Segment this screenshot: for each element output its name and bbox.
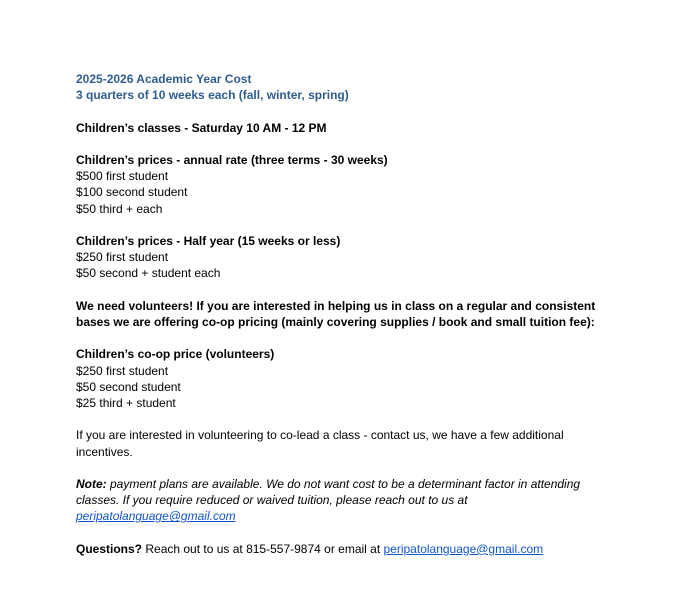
price-item: $25 third + student bbox=[76, 395, 176, 410]
questions-paragraph bbox=[76, 541, 616, 557]
spacer bbox=[76, 282, 616, 298]
price-item: $500 first student bbox=[76, 169, 169, 184]
email-link[interactable]: peripatolanguage@gmail.com bbox=[76, 509, 236, 524]
colead-paragraph: If you are interested in volunteering to co-lead a class - contact us, we have a few additional incentives. bbox=[76, 428, 564, 459]
note-text: payment plans are available. We do not want cost to be a determinant factor in attending classes. If you require reduced or waived tuition, please reach out to us at bbox=[76, 476, 581, 508]
email-link[interactable]: peripatolanguage@gmail.com bbox=[383, 541, 544, 556]
half-year-price-heading: Children’s prices - Half year (15 weeks or less) bbox=[76, 233, 341, 248]
volunteers-callout: We need volunteers! If you are interested in helping us in class on a regular and consistent bases we are offering co-op pricing (mainly covering supplies / book and small tuition fee): bbox=[76, 298, 596, 329]
page-title: 2025-2026 Academic Year Cost bbox=[76, 72, 252, 86]
price-item: $250 first student bbox=[76, 250, 169, 265]
class-schedule: Children’s classes - Saturday 10 AM - 12 PM bbox=[76, 120, 327, 135]
price-item: $50 second student bbox=[76, 379, 181, 394]
questions-label: Questions? bbox=[76, 541, 143, 556]
spacer bbox=[76, 411, 616, 427]
note-paragraph bbox=[76, 476, 596, 525]
price-item: $50 second + student each bbox=[76, 266, 221, 281]
annual-price-heading: Children’s prices - annual rate (three terms - 30 weeks) bbox=[76, 152, 388, 167]
spacer bbox=[76, 103, 616, 119]
price-item: $50 third + each bbox=[76, 201, 163, 216]
spacer bbox=[76, 136, 616, 152]
document-body bbox=[76, 71, 616, 557]
spacer bbox=[76, 525, 616, 541]
coop-price-section bbox=[76, 346, 616, 411]
spacer bbox=[76, 330, 616, 346]
spacer bbox=[76, 460, 616, 476]
coop-price-heading: Children’s co-op price (volunteers) bbox=[76, 347, 275, 362]
spacer bbox=[76, 217, 616, 233]
questions-text: Reach out to us at 815-557-9874 or email at bbox=[142, 541, 384, 556]
half-year-price-section bbox=[76, 233, 616, 282]
note-label: Note: bbox=[76, 476, 107, 491]
price-item: $100 second student bbox=[76, 185, 188, 200]
price-item: $250 first student bbox=[76, 363, 169, 378]
page-subtitle: 3 quarters of 10 weeks each (fall, winter, spring) bbox=[76, 88, 349, 103]
annual-price-section bbox=[76, 152, 616, 217]
